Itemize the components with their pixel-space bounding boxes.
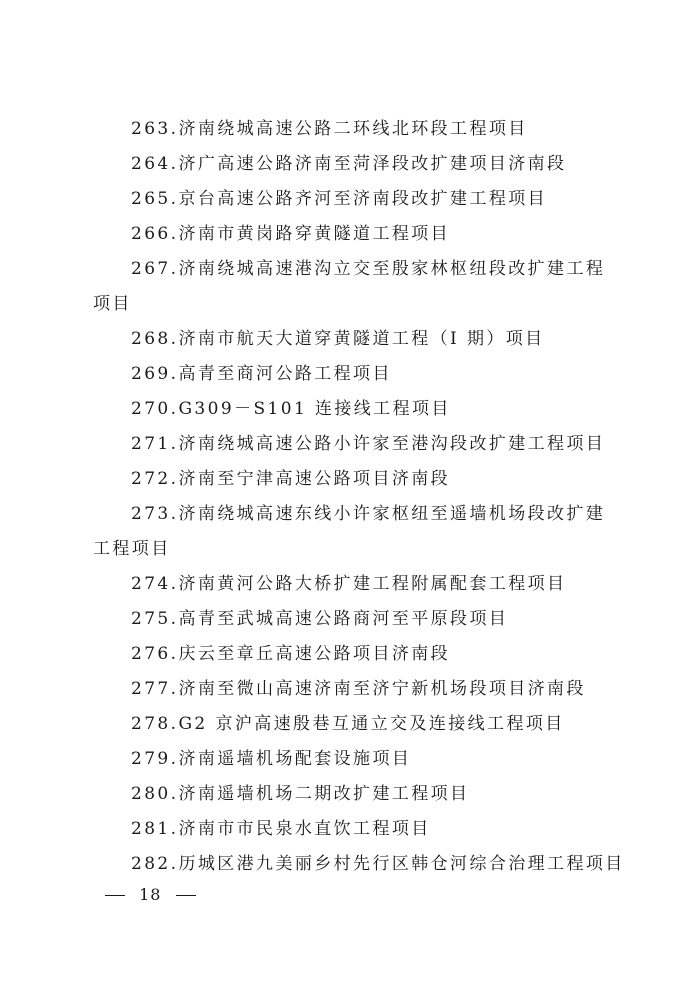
- list-item-text: 268.济南市航天大道穿黄隧道工程（I 期）项目: [131, 329, 545, 349]
- list-item: [93, 252, 613, 322]
- list-item-text: 270.G309－S101 连接线工程项目: [131, 399, 451, 419]
- list-item-text: 279.济南遥墙机场配套设施项目: [131, 749, 412, 769]
- list-item-text: 276.庆云至章丘高速公路项目济南段: [131, 644, 451, 664]
- list-item: [93, 672, 613, 707]
- list-item-text: 267.济南绕城高速港沟立交至殷家林枢纽段改扩建工程: [131, 259, 606, 279]
- footer-dash-left: [105, 895, 125, 896]
- list-item: [93, 392, 613, 427]
- list-item-text: 274.济南黄河公路大桥扩建工程附属配套工程项目: [131, 574, 567, 594]
- list-item-text: 280.济南遥墙机场二期改扩建工程项目: [131, 784, 470, 804]
- list-item: [93, 322, 613, 357]
- list-item: [93, 707, 613, 742]
- list-item-text: 278.G2 京沪高速殷巷互通立交及连接线工程项目: [131, 714, 565, 734]
- list-item-text: 269.高青至商河公路工程项目: [131, 364, 392, 384]
- list-item-text: 264.济广高速公路济南至菏泽段改扩建项目济南段: [131, 154, 567, 174]
- list-item-text: 266.济南市黄岗路穿黄隧道工程项目: [131, 224, 451, 244]
- list-item: [93, 637, 613, 672]
- list-item: [93, 847, 625, 882]
- list-item: [93, 742, 613, 777]
- list-item: [93, 357, 613, 392]
- list-item: [93, 182, 613, 217]
- list-item-continuation: 项目: [93, 294, 132, 314]
- list-item-text: 273.济南绕城高速东线小许家枢纽至遥墙机场段改扩建: [131, 504, 606, 524]
- list-item: [93, 497, 613, 567]
- list-item-text: 281.济南市市民泉水直饮工程项目: [131, 819, 431, 839]
- list-item-text: 265.京台高速公路齐河至济南段改扩建工程项目: [131, 189, 548, 209]
- list-item-text: 263.济南绕城高速公路二环线北环段工程项目: [131, 119, 528, 139]
- project-list: [93, 112, 625, 882]
- list-item: [93, 567, 613, 602]
- list-item: [93, 812, 613, 847]
- page-number: 18: [139, 885, 162, 904]
- footer-dash-right: [176, 895, 196, 896]
- list-item: [93, 147, 613, 182]
- list-item-text: 272.济南至宁津高速公路项目济南段: [131, 469, 451, 489]
- list-item-text: 271.济南绕城高速公路小许家至港沟段改扩建工程项目: [131, 434, 606, 454]
- list-item: [93, 112, 613, 147]
- list-item-text: 275.高青至武城高速公路商河至平原段项目: [131, 609, 509, 629]
- list-item: [93, 602, 613, 637]
- list-item: [93, 462, 613, 497]
- list-item-text: 282.历城区港九美丽乡村先行区韩仓河综合治理工程项目: [131, 854, 625, 874]
- list-item-continuation: 工程项目: [93, 539, 171, 559]
- list-item: [93, 427, 613, 462]
- page-footer: [97, 884, 204, 906]
- list-item: [93, 777, 613, 812]
- list-item: [93, 217, 613, 252]
- list-item-text: 277.济南至微山高速济南至济宁新机场段项目济南段: [131, 679, 586, 699]
